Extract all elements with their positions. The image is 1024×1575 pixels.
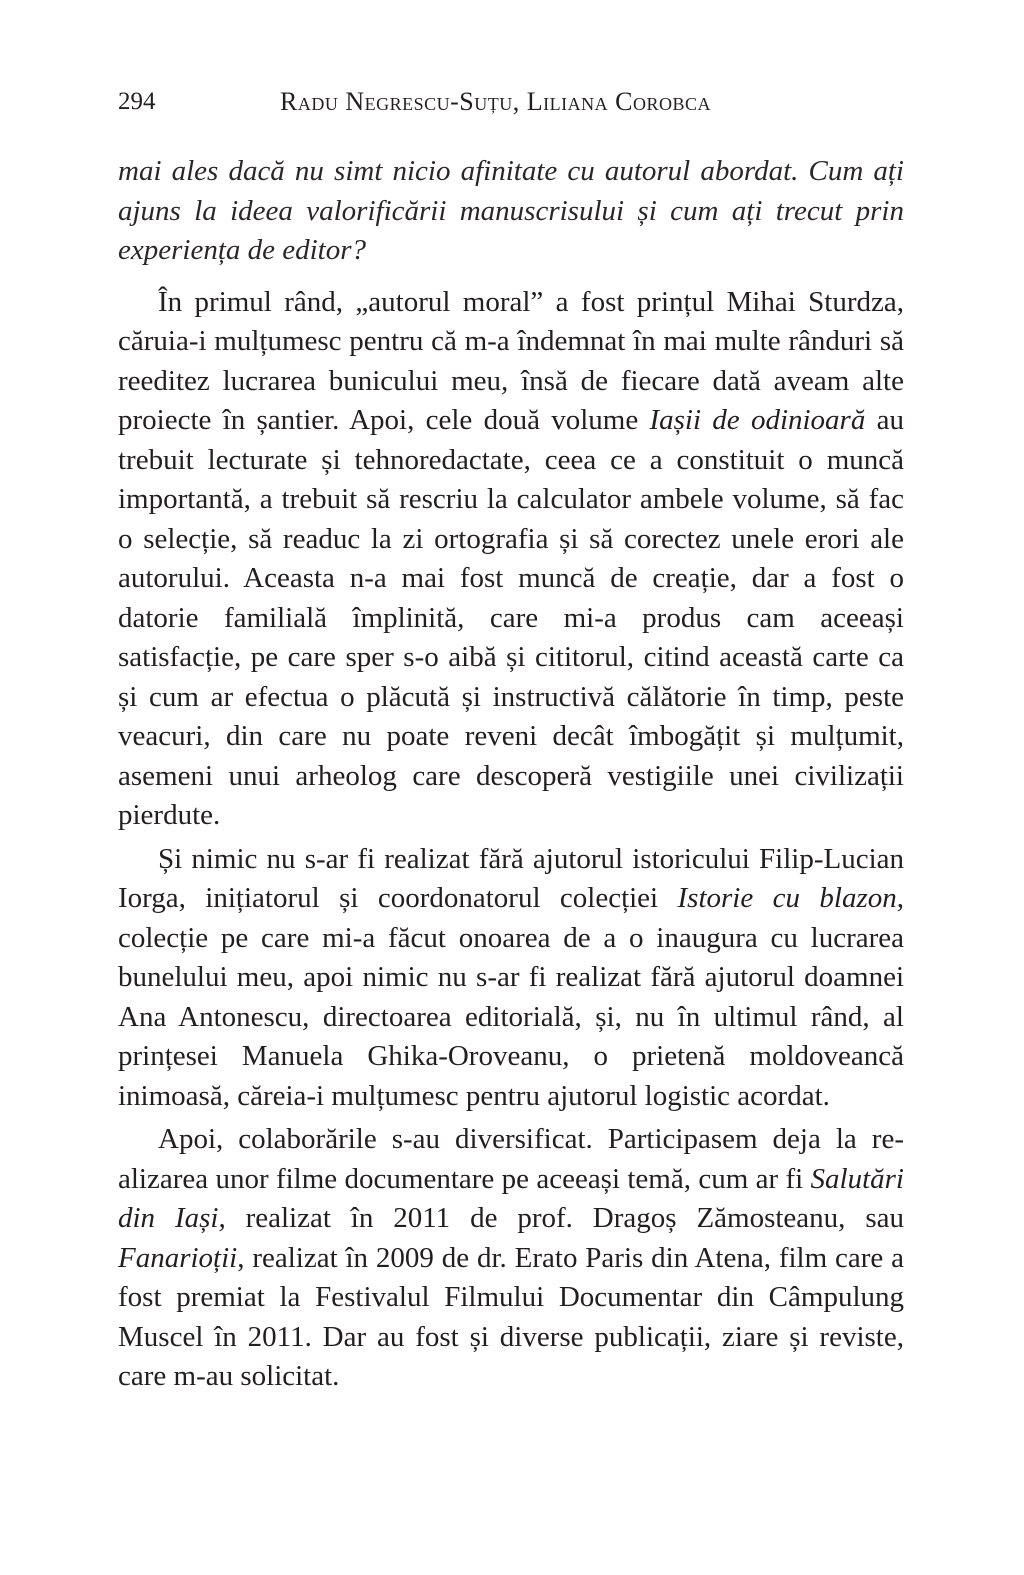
paragraph-2-title-collection: Istorie cu blazon [677,882,897,914]
paragraph-3 [118,1120,904,1397]
interview-question: mai ales dacă nu simt nicio afinitate cu autorul abordat. Cum ați ajuns la ideea valorificării manuscrisului și cum ați trecut prin experiența de editor? [118,155,904,266]
paragraph-1-title-iasii: Iașii de odinioară [649,404,866,436]
paragraph-2-text-b: , colecție pe care mi-a făcut onoarea de a o inaugura cu lucrarea bunelului meu, apoi nimic nu s-ar fi realizat fără ajutorul doamnei Ana Antonescu, directoarea editorială, și, nu în ultimul rând, al prințesei Manuela Ghika-Oroveanu, o prietenă moldoveancă inimoasă, căreia-i mulțumesc pentru ajutorul logistic acordat. [118,882,904,1112]
paragraph-3-text-a: Apoi, colaborările s-au diversificat. Participasem deja la realizarea unor filme documentare pe aceeași temă, cum ar fi [118,1123,904,1195]
paragraph-3-film-title-2: Fanarioții [118,1241,238,1274]
paragraph-3-text-b: realizat în 2011 de prof. Dragoș Zămosteanu, sau [225,1202,904,1234]
body-text [118,152,904,1397]
running-head-authors: Radu Negrescu-Suțu, Liliana Corobca [280,87,711,116]
page-header [118,84,904,120]
paragraph-1-text-a: În primul rând, „autorul moral” a fost prințul Mihai Sturdza, căruia-i mulțumesc pentru că m-a îndemnat în mai multe rânduri să reeditez lucrarea bunicului meu, însă de fiecare dată aveam alte proiecte în șantier. Apoi, cele două volume [118,285,904,436]
paragraph-2 [118,840,904,1117]
paragraph-1 [118,283,904,836]
paragraph-2-text-a: Și nimic nu s-ar fi realizat fără ajutorul istoricului Filip-Lucian Iorga, inițiatorul și coordonatorul colecției [118,842,904,914]
page-number: 294 [118,88,156,115]
paragraph-3-film-title-1: Salutări din Iași, [118,1162,904,1234]
paragraph-3-text-c: , realizat în 2009 de dr. Erato Paris din Atena, film care a fost premiat la Festivalul Filmului Documentar din Câmpulung Muscel în 2011. Dar au fost și diverse publicații, ziare și reviste, care m-au solicitat. [118,1241,904,1392]
paragraph-1-text-b: au trebuit lecturate și tehnoredactate, ceea ce a constituit o muncă importantă, a trebuit să rescriu la calculator ambele volume, să fac o selecție, să readuc la zi ortografia și să corectez unele erori ale autorului. Aceasta n-a mai fost muncă de creație, dar a fost o datorie familială împlinită, care mi-a produs cam aceeași satisfacție, pe care sper s-o aibă și cititorul, citind această carte ca și cum ar efectua o plăcută și instructivă călătorie în timp, peste veacuri, din care nu poate reveni decât îmbogățit și mulțumit, asemeni unui arheolog care descoperă vestigiile unei civilizații pierdute. [118,404,904,831]
